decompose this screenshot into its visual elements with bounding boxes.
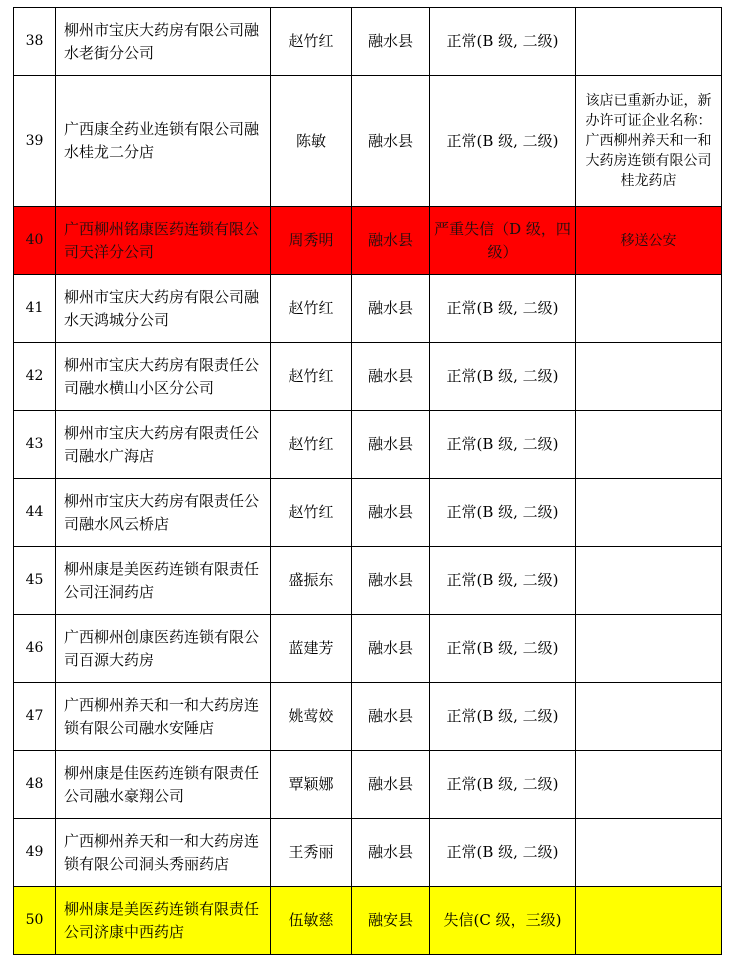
row-number-cell: 45 — [14, 547, 56, 615]
company-name-cell: 柳州市宝庆大药房有限责任公司融水广海店 — [56, 411, 271, 479]
note-cell: 该店已重新办证，新办许可证企业名称：广西柳州养天和一和大药房连锁有限公司桂龙药店 — [576, 76, 722, 207]
person-cell: 赵竹红 — [271, 275, 352, 343]
row-number-cell: 39 — [14, 76, 56, 207]
row-number-cell: 46 — [14, 615, 56, 683]
person-cell: 赵竹红 — [271, 8, 352, 76]
note-cell — [576, 343, 722, 411]
row-number-cell: 50 — [14, 887, 56, 955]
company-name-cell: 柳州市宝庆大药房有限公司融水天鸿城分公司 — [56, 275, 271, 343]
credit-rating-cell: 正常(B 级, 二级) — [430, 615, 576, 683]
county-cell: 融水县 — [352, 411, 430, 479]
person-cell: 王秀丽 — [271, 819, 352, 887]
table-row — [14, 207, 722, 275]
county-cell: 融水县 — [352, 479, 430, 547]
company-name-cell: 广西康全药业连锁有限公司融水桂龙二分店 — [56, 76, 271, 207]
person-cell: 盛振东 — [271, 547, 352, 615]
company-name-cell: 柳州康是美医药连锁有限责任公司济康中西药店 — [56, 887, 271, 955]
note-cell — [576, 683, 722, 751]
county-cell: 融水县 — [352, 615, 430, 683]
table-row — [14, 751, 722, 819]
note-cell — [576, 615, 722, 683]
credit-rating-cell: 正常(B 级, 二级) — [430, 547, 576, 615]
company-name-cell: 柳州康是美医药连锁有限责任公司汪洞药店 — [56, 547, 271, 615]
company-name-cell: 柳州市宝庆大药房有限责任公司融水风云桥店 — [56, 479, 271, 547]
company-name-cell: 广西柳州铭康医药连锁有限公司天洋分公司 — [56, 207, 271, 275]
row-number-cell: 44 — [14, 479, 56, 547]
table-row — [14, 411, 722, 479]
row-number-cell: 38 — [14, 8, 56, 76]
person-cell: 赵竹红 — [271, 411, 352, 479]
county-cell: 融水县 — [352, 751, 430, 819]
table-row — [14, 343, 722, 411]
note-cell — [576, 411, 722, 479]
credit-rating-cell: 正常(B 级, 二级) — [430, 411, 576, 479]
note-cell — [576, 8, 722, 76]
county-cell: 融水县 — [352, 343, 430, 411]
table-body — [14, 8, 722, 955]
county-cell: 融安县 — [352, 887, 430, 955]
person-cell: 覃颖娜 — [271, 751, 352, 819]
credit-rating-cell: 失信(C 级，三级) — [430, 887, 576, 955]
note-cell — [576, 819, 722, 887]
row-number-cell: 42 — [14, 343, 56, 411]
person-cell: 赵竹红 — [271, 343, 352, 411]
table-row — [14, 547, 722, 615]
credit-rating-cell: 正常(B 级, 二级) — [430, 275, 576, 343]
county-cell: 融水县 — [352, 819, 430, 887]
county-cell: 融水县 — [352, 547, 430, 615]
row-number-cell: 41 — [14, 275, 56, 343]
company-name-cell: 柳州市宝庆大药房有限责任公司融水横山小区分公司 — [56, 343, 271, 411]
row-number-cell: 49 — [14, 819, 56, 887]
note-cell — [576, 751, 722, 819]
table-row — [14, 76, 722, 207]
county-cell: 融水县 — [352, 683, 430, 751]
person-cell: 陈敏 — [271, 76, 352, 207]
county-cell: 融水县 — [352, 8, 430, 76]
credit-rating-cell: 正常(B 级, 二级) — [430, 683, 576, 751]
person-cell: 伍敏慈 — [271, 887, 352, 955]
credit-rating-cell: 正常(B 级, 二级) — [430, 479, 576, 547]
company-name-cell: 柳州市宝庆大药房有限公司融水老街分公司 — [56, 8, 271, 76]
company-name-cell: 广西柳州创康医药连锁有限公司百源大药房 — [56, 615, 271, 683]
person-cell: 赵竹红 — [271, 479, 352, 547]
note-cell — [576, 887, 722, 955]
credit-rating-cell: 正常(B 级, 二级) — [430, 343, 576, 411]
person-cell: 蓝建芳 — [271, 615, 352, 683]
person-cell: 周秀明 — [271, 207, 352, 275]
row-number-cell: 43 — [14, 411, 56, 479]
pharmacy-credit-table — [13, 7, 722, 955]
credit-rating-cell: 正常(B 级, 二级) — [430, 76, 576, 207]
table-row — [14, 887, 722, 955]
company-name-cell: 广西柳州养天和一和大药房连锁有限公司洞头秀丽药店 — [56, 819, 271, 887]
row-number-cell: 47 — [14, 683, 56, 751]
table-row — [14, 683, 722, 751]
credit-rating-cell: 正常(B 级, 二级) — [430, 8, 576, 76]
note-cell: 移送公安 — [576, 207, 722, 275]
table-row — [14, 275, 722, 343]
person-cell: 姚莺姣 — [271, 683, 352, 751]
table-row — [14, 479, 722, 547]
credit-rating-cell: 正常(B 级, 二级) — [430, 751, 576, 819]
table-row — [14, 8, 722, 76]
county-cell: 融水县 — [352, 207, 430, 275]
row-number-cell: 40 — [14, 207, 56, 275]
county-cell: 融水县 — [352, 76, 430, 207]
company-name-cell: 广西柳州养天和一和大药房连锁有限公司融水安陲店 — [56, 683, 271, 751]
note-cell — [576, 479, 722, 547]
company-name-cell: 柳州康是佳医药连锁有限责任公司融水豪翔公司 — [56, 751, 271, 819]
credit-rating-cell: 严重失信（D 级，四级） — [430, 207, 576, 275]
note-cell — [576, 547, 722, 615]
table-row — [14, 615, 722, 683]
row-number-cell: 48 — [14, 751, 56, 819]
credit-rating-cell: 正常(B 级, 二级) — [430, 819, 576, 887]
note-cell — [576, 275, 722, 343]
table-row — [14, 819, 722, 887]
county-cell: 融水县 — [352, 275, 430, 343]
